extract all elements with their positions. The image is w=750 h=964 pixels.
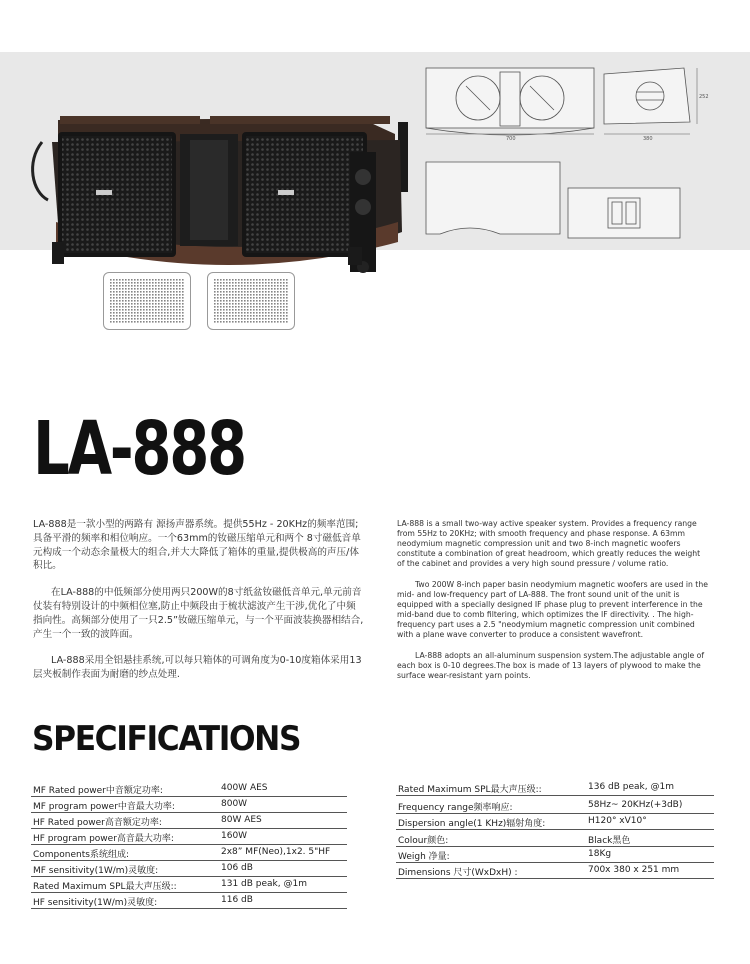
- spec-label: Colour颜色:: [398, 836, 449, 846]
- description-en-paragraph: LA-888 is a small two-way active speaker system. Provides a frequency range from 55Hz to 20KHz; with smooth frequency and phase response. A 63mm neodymium magnetic compression unit and two 8-inch magnetic woofers constitute a combination of great headroom, which greatly reduces the weight of the cabinet and provides a very high sound pressure / volume ratio.: [397, 519, 701, 568]
- side-height-dimension: 252: [699, 94, 709, 100]
- spec-label: Frequency range频率响应:: [398, 803, 513, 813]
- side-depth-dimension: 380: [643, 136, 653, 142]
- spec-row: [31, 797, 347, 813]
- spec-value: 800W: [221, 799, 248, 809]
- product-model-title: LA-888: [33, 406, 245, 492]
- description-en-paragraph: LA-888 adopts an all-aluminum suspension system.The adjustable angle of each box is 0-10 degrees.The box is made of 13 layers of plywood to make the surface wear-resistant yarn points.: [397, 651, 705, 680]
- spec-label: Dimensions 尺寸(WxDxH) :: [398, 868, 518, 878]
- spec-label: Dispersion angle(1 KHz)辐射角度:: [398, 819, 546, 829]
- product-hero-band: [0, 52, 750, 250]
- front-view-drawing: [426, 68, 594, 135]
- description-english: [397, 519, 709, 692]
- spec-value: 160W: [221, 831, 248, 841]
- technical-drawings: [0, 52, 750, 250]
- spec-value: 58Hz~ 20KHz(+3dB): [588, 800, 683, 810]
- spec-row: [31, 861, 347, 877]
- spec-label: Components系统组成:: [33, 850, 129, 860]
- spec-label: HF Rated power高音额定功率:: [33, 818, 162, 828]
- spec-value: 116 dB: [221, 895, 253, 905]
- spec-value: 106 dB: [221, 863, 253, 873]
- spec-label: MF program power中音最大功率:: [33, 802, 175, 812]
- description-en-paragraph: Two 200W 8-inch paper basin neodymium magnetic woofers are used in the mid- and low-frequency part of LA-888. The front sound unit of the unit is equipped with a specially designed IF phase plug to prevent interference in the mid-band due to comb filtering, which optimizes the IF directivity. . The high-frequency part uses a 2.5 "neodymium magnetic compression unit combined with a plane wave converter to produce a consistent wavefront.: [397, 580, 708, 639]
- spec-row: [396, 814, 714, 830]
- spec-label: HF sensitivity(1W/m)灵敏度:: [33, 898, 158, 908]
- spec-label: Rated Maximum SPL最大声压级::: [398, 785, 542, 795]
- front-width-dimension: 700: [506, 136, 516, 142]
- spec-label: HF program power高音最大功率:: [33, 834, 174, 844]
- side-view-drawing: [604, 68, 697, 134]
- spec-value: 18Kg: [588, 849, 612, 859]
- certificate-thumbnail: [103, 272, 191, 330]
- spec-value: 2x8” MF(Neo),1x2. 5"HF: [221, 847, 331, 857]
- spec-value: Black黑色: [588, 836, 631, 846]
- spec-row: [396, 780, 714, 796]
- description-cn-paragraph: 在LA-888的中低频部分使用两只200W的8寸纸盆钕磁低音单元,单元前音仗装有特别设计的中频相位塞,防止中频段由于梳状滤波产生干涉,优化了中频指向性。高频部分使用了一只2.5”钕磁压缩单元，与一个平面波装换器相结合,产生一个一致的波阵面。: [33, 587, 364, 640]
- spec-label: MF sensitivity(1W/m)灵敏度:: [33, 866, 159, 876]
- spec-value: 400W AES: [221, 783, 268, 793]
- spec-label: MF Rated power中音额定功率:: [33, 786, 163, 796]
- spec-label: Weigh 净量:: [398, 852, 450, 862]
- certificate-thumbnail: [207, 272, 295, 330]
- spec-value: 80W AES: [221, 815, 262, 825]
- spec-value: H120° xV10°: [588, 816, 647, 826]
- spec-row: [31, 781, 347, 797]
- description-cn-paragraph: LA-888采用全铝悬挂系统,可以每只箱体的可调角度为0-10度箱体采用13层夹板制作表面为耐磨的纱点处理.: [33, 655, 362, 681]
- spec-label: Rated Maximum SPL最大声压级::: [33, 882, 177, 892]
- spec-row: [396, 831, 714, 847]
- rear-view-drawing: [568, 188, 680, 238]
- spec-row: [396, 847, 714, 863]
- spec-row: [31, 813, 347, 829]
- spec-row: [396, 863, 714, 879]
- spec-row: [31, 893, 347, 909]
- specifications-heading: SPECIFICATIONS: [32, 719, 301, 759]
- spec-row: [31, 845, 347, 861]
- spec-value: 136 dB peak, @1m: [588, 782, 674, 792]
- description-cn-paragraph: LA-888是一款小型的两路有 源扬声器系统。提供55Hz - 20KHz的频率范围;具备平滑的频率和相位响应。一个63mm的钕磁压缩单元和两个 8寸磁低音单元构成一个动态余量极大的组合,并大大降低了箱体的重量,提供极高的声压/体积比。: [33, 519, 361, 572]
- bottom-view-drawing: [426, 162, 560, 234]
- spec-row: [396, 798, 714, 814]
- spec-row: [31, 877, 347, 893]
- spec-value: 700x 380 x 251 mm: [588, 865, 680, 875]
- spec-value: 131 dB peak, @1m: [221, 879, 307, 889]
- description-chinese: [33, 518, 365, 695]
- spec-row: [31, 829, 347, 845]
